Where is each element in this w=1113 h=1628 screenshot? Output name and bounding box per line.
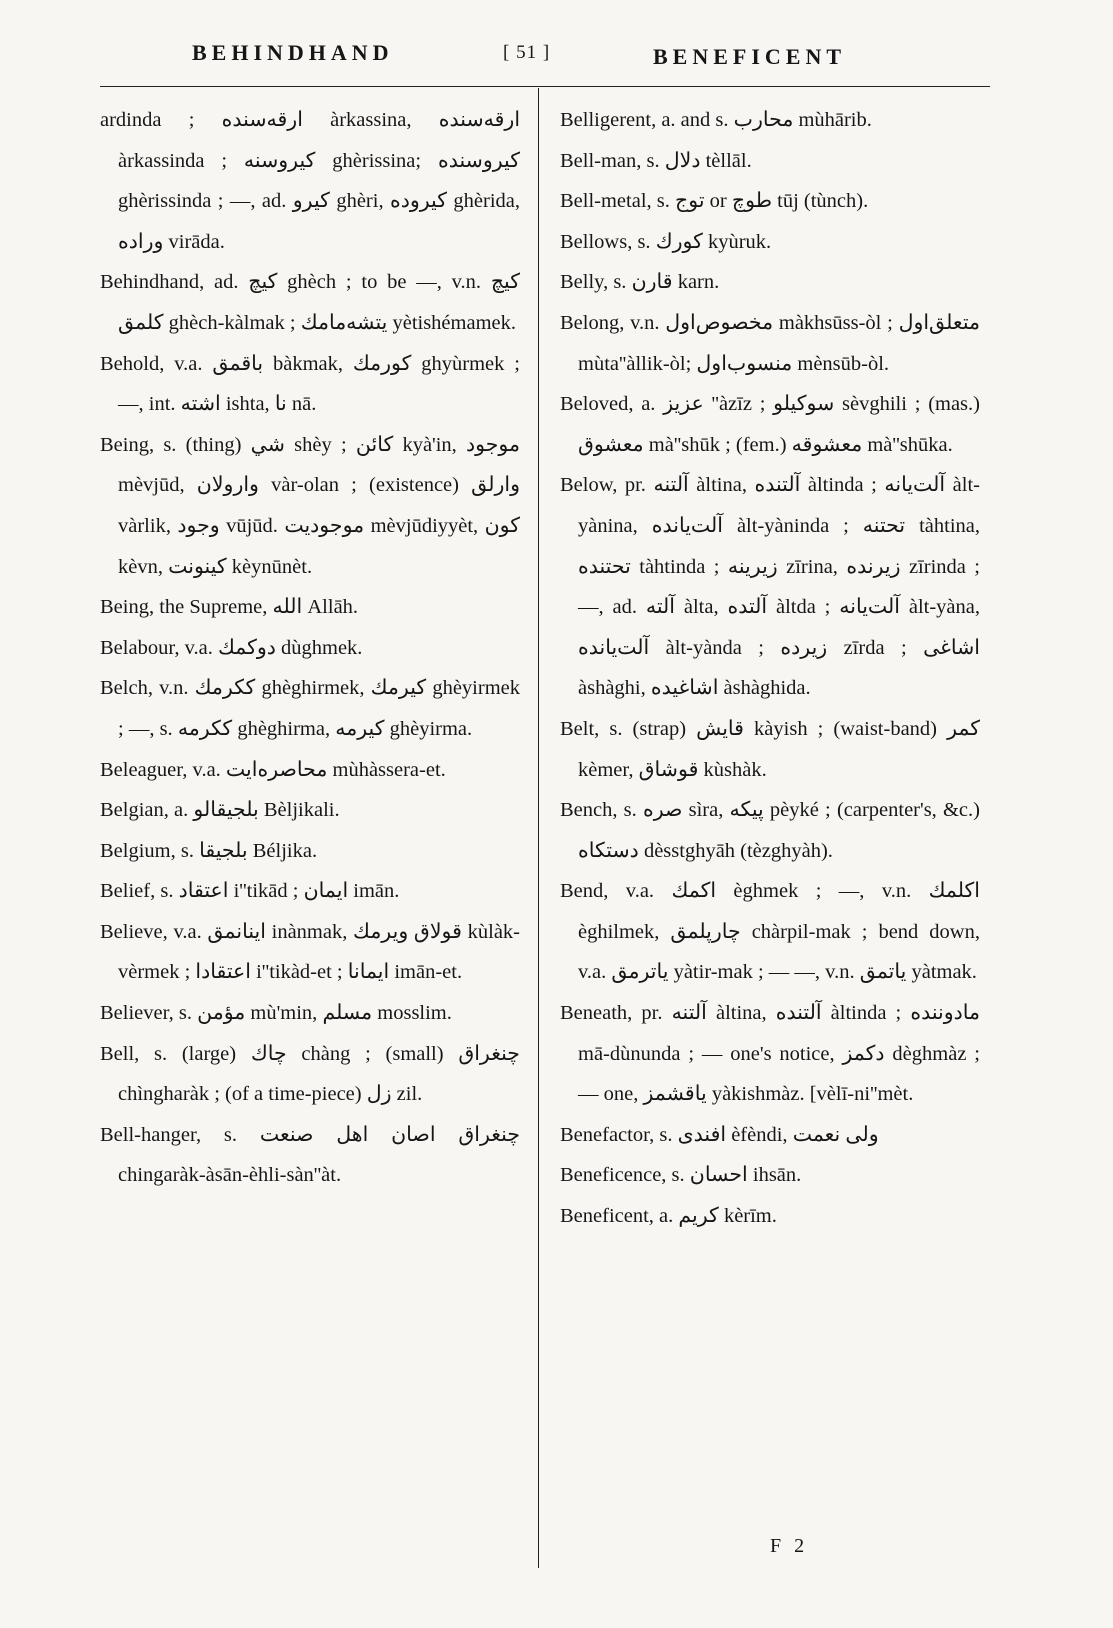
header-first-word: BEHINDHAND [192, 40, 394, 65]
dictionary-entry: Being, the Supreme, الله Allāh. [100, 596, 359, 619]
dictionary-entry: Behindhand, ad. كيچ ghèch ; to be —, v.n. كيچ كلمق ghèch-kàlmak ; يتشەمامك yètishémamek. [100, 271, 520, 334]
column-divider [538, 88, 539, 1568]
dictionary-entry: Bell, s. (large) چاك chàng ; (small) چنغراق chìngharàk ; (of a time-piece) زل zil. [100, 1042, 520, 1106]
dictionary-entry: Bench, s. صره sìra, پيكه pèyké ; (carpenter's, &c.) دستكاه dèsstghyāh (tèzghyàh). [560, 799, 980, 862]
dictionary-entry: Being, s. (thing) شي shèy ; كائن kyà'in, موجود mèvjūd, وارولان vàr-olan ; (existence) وارلق vàrlik, وجود vūjūd. موجوديت mèvjūdiyyèt, كون kèvn, كينونت kèynūnèt. [100, 433, 521, 578]
dictionary-entry: Believer, s. مؤمن mù'min, مسلم mosslim. [100, 1002, 452, 1025]
left-column [100, 100, 520, 1196]
right-column [560, 100, 980, 1237]
dictionary-entry: Bell-hanger, s. چنغراق اصان اهل صنعت chingaràk-àsān-èhli-sàn''àt. [100, 1123, 521, 1187]
dictionary-entry: ardinda ; ارقەسندە àrkassina, ارقەسندە àrkassinda ; كيروسنە ghèrissina; كيروسندە ghèrissinda ; —, ad. كيرو ghèri, كيرودە ghèrida, ورادە virāda. [100, 109, 521, 253]
dictionary-entry: Belong, v.n. مخصوص‌اول màkhsūss-òl ; متعلق‌اول mùta''àllik-òl; منسوب‌اول mènsūb-òl. [560, 311, 980, 375]
dictionary-entry: Beleaguer, v.a. محاصره‌ايت mùhàssera-et. [100, 758, 446, 781]
dictionary-entry: Bell-man, s. دلال tèllāl. [560, 149, 752, 172]
dictionary-entry: Belligerent, a. and s. محارب mùhārib. [560, 109, 872, 131]
dictionary-entry: Beneficence, s. احسان ihsān. [560, 1164, 802, 1187]
dictionary-entry: Belabour, v.a. دوكمك dùghmek. [100, 636, 363, 659]
header-last-word: BENEFICENT [653, 44, 847, 69]
dictionary-entry: Below, pr. آلتنه àltina, آلتندە àltinda ; آلت‌يانه àlt-yànina, آلت‌ياندە àlt-yàninda ; تحتنه tàhtina, تحتندە tàhtinda ; زيرينه zīrina, زيرندە zīrinda ; —, ad. آلته àlta, آلتدە àltda ; آلت‌يانه àlt-yàna, آلت‌ياندە àlt-yànda ; زيردە zīrda ; اشاغى àshàghi, اشاغيدە àshàghida. [560, 474, 980, 700]
page-number: [ 51 ] [503, 42, 551, 63]
dictionary-entry: Bellows, s. كورك kyùruk. [560, 230, 772, 253]
dictionary-entry: Belgium, s. بلجيقا Béljika. [100, 839, 318, 862]
dictionary-entry: Belgian, a. بلجيقالو Bèljikali. [100, 799, 340, 822]
dictionary-entry: Belief, s. اعتقاد i''tikād ; ايمان imān. [100, 880, 400, 903]
dictionary-entry: Believe, v.a. اينانمق inànmak, قولاق ويرمك kùlàk-vèrmek ; اعتقادا i''tikàd-et ; ايمانا imān-et. [100, 920, 520, 984]
dictionary-entry: Beneath, pr. آلتنه àltina, آلتندە àltinda ; مادوننده mā-dùnunda ; — one's notice, دكمز dèghmàz ; — one, ياقشمز yàkishmàz. [vèlī-ni''mèt. [560, 1002, 980, 1106]
dictionary-entry: Bell-metal, s. توج or طوچ tūj (tùnch). [560, 190, 869, 213]
dictionary-entry: Belly, s. قارن karn. [560, 271, 720, 294]
signature-mark: F 2 [770, 1535, 809, 1557]
dictionary-entry: Beneficent, a. كريم kèrīm. [560, 1205, 777, 1228]
header-rule [100, 86, 990, 87]
dictionary-entry: Belch, v.n. ككرمك ghèghirmek, كيرمك ghèyirmek ; —, s. ككرمه ghèghirma, كيرمه ghèyirma. [100, 677, 520, 740]
dictionary-entry: Beloved, a. عزيز ''àzīz ; سوكيلو sèvghili ; (mas.) معشوق mà''shūk ; (fem.) معشوقه mà''shūka. [560, 393, 980, 456]
dictionary-entry: Benefactor, s. افندى èfèndi, ولى نعمت [560, 1123, 879, 1146]
dictionary-entry: Bend, v.a. اكمك èghmek ; —, v.n. اكلمك èghilmek, چارپلمق chàrpil-mak ; bend down, v.a. ياترمق yàtir-mak ; — —, v.n. ياتمق yàtmak. [560, 880, 980, 984]
dictionary-entry: Belt, s. (strap) قايش kàyish ; (waist-band) كمر kèmer, قوشاق kùshàk. [560, 717, 980, 781]
dictionary-entry: Behold, v.a. باقمق bàkmak, كورمك ghyùrmek ; —, int. اشتە ishta, نا nā. [100, 352, 520, 416]
